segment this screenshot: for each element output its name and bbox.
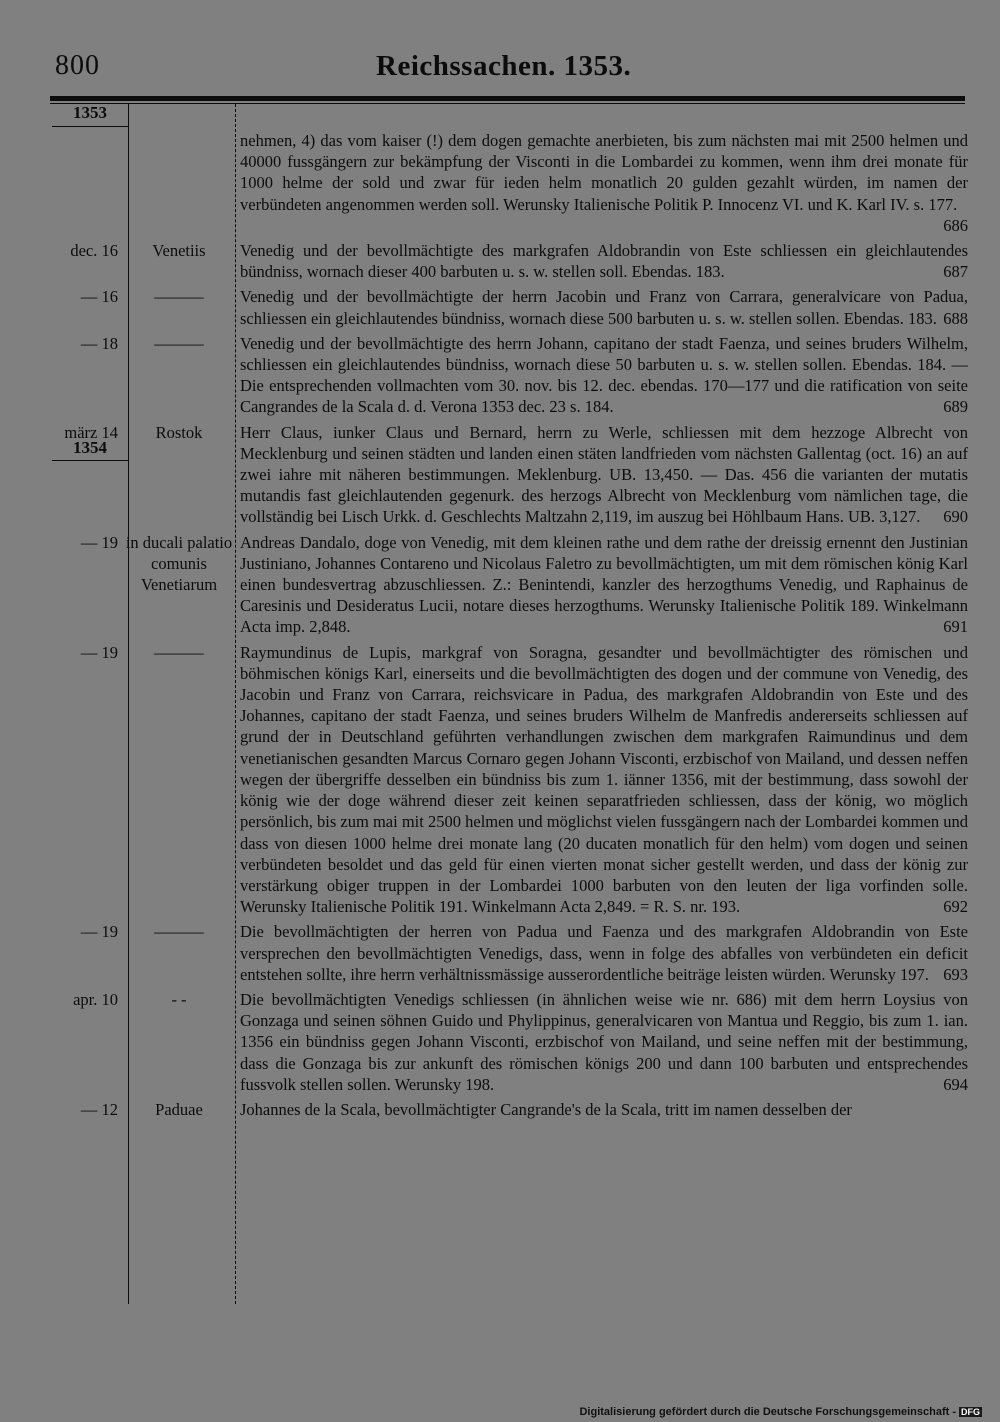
entry-number: 690 <box>943 507 968 527</box>
entry-number: 687 <box>943 262 968 282</box>
entry-text: nehmen, 4) das vom kaiser (!) dem dogen gemachte anerbieten, bis zum nächsten mai mit 2500 helmen und 40000 fussgängern zur bekämpfung der Visconti in die Lombardei zu kommen, wenn ihm drei monate für 1000 helme der sold und zwar für ieden helm monatlich 20 gulden gezahlt würden, im namen der verbündeten angenommen werden soll. Werunsky Italienische Politik P. Innocenz VI. und K. Karl IV. s. 177. <box>240 131 968 214</box>
entry-place: Rostok <box>155 422 203 442</box>
entry-date: — 12 <box>80 1099 118 1119</box>
entry-date: — 19 <box>80 922 118 942</box>
register-entry <box>40 240 970 282</box>
entry-place: ——— <box>154 287 204 307</box>
header-rule-thin <box>50 103 965 104</box>
entry-text: Johannes de la Scala, bevollmächtigter Cangrande's de la Scala, tritt im namen desselben der <box>240 1099 852 1119</box>
year-underline <box>52 126 128 127</box>
entry-body <box>240 989 968 1095</box>
entry-place: Paduae <box>155 1099 203 1119</box>
entry-body <box>240 286 968 328</box>
entry-body <box>240 333 968 418</box>
entry-body <box>240 1099 968 1120</box>
register-entry <box>40 532 970 638</box>
entry-text: Venedig und der bevollmächtigte des herrn Johann, capitano der stadt Faenza, und seines bruders Wilhelm, schliessen ein gleichlautendes bündniss, wornach diese 50 barbuten u. s. w. stellen sollen. Ebendas. 184. — Die entsprechenden vollmachten vom 30. nov. bis 12. dec. ebendas. 170—177 und die ratification von seite Cangrandes de la Scala d. d. Verona 1353 dec. 23 s. 184. <box>240 333 968 417</box>
entry-date: — 19 <box>80 642 118 662</box>
entry-body <box>240 422 968 528</box>
entry-place: ——— <box>154 922 204 942</box>
entry-text: Raymundinus de Lupis, markgraf von Soragna, gesandter und bevollmächtigter des römischen und böhmischen königs Karl, einerseits und die bevollmächtigten des dogen und der commune von Venedig, des Jacobin und Franz von Carrara, reichsvicare in Padua, des markgrafen Aldobrandin von Este und des Johannes, capitano der stadt Faenza, und seines bruders Wilhelm de Manfredis andererseits schliessen auf grund der in Deutschland geführten verhandlungen zwischen dem markgrafen Raimundinus und dem venetianischen gesandten Marcus Cornaro gegen Johann Visconti, erzbischof von Mailand, und dessen neffen wegen der übergriffe desselben ein bündniss bis zum 1. iänner 1356, mit der bestimmung, dass sowohl der könig wie der doge während dieser zeit keinen separatfrieden schliessen, dass der könig, wo möglich persönlich, bis zum mai mit 2500 helmen und möglichst vielen fussgängern nach der Lombardei kommen und dass von diesen 1000 helme drei monate lang (20 ducaten monatlich für den helm) vom dogen und seinen verbündeten besoldet und das geld für einen vierten monat sicher gestellt werden, und dass der könig zur verstärkung obiger truppen in der Lombardei 1000 barbuten von den leuten der liga vorfinden solle. Werunsky Italienische Politik 191. Winkelmann Acta 2,849. = R. S. nr. 193. <box>240 642 968 917</box>
entry-text: Venedig und der bevollmächtigte der herrn Jacobin und Franz von Carrara, generalvicare von Padua, schliessen ein gleichlautendes bündniss, wornach diese 500 barbuten u. s. w. stellen sollen. Ebendas. 183. <box>240 287 968 328</box>
entry-body <box>240 921 968 985</box>
register-entry <box>40 422 970 528</box>
entry-text: Herr Claus, iunker Claus und Bernard, herrn zu Werle, schliessen mit dem hezzoge Albrecht von Mecklenburg und seinen städten und landen einen stäten landfrieden vom nächsten Gallentag (oct. 16) an auf zwei iahre mit näheren bestimmungen. Meklenburg. UB. 13,450. — Das. 456 die varianten der mutatis mutandis fast gleichlautenden gegenurk. des herzogs Albrecht von Mecklenburg vom nämlichen tage, die vollständig bei Lisch Urkk. d. Geschlechts Maltzahn 2,119, im auszug bei Höhlbaum Hans. UB. 3,127. <box>240 422 968 527</box>
page-title: Reichssachen. 1353. <box>376 50 632 82</box>
entry-body <box>240 240 968 282</box>
entry-text: Die bevollmächtigten Venedigs schliessen (in ähnlichen weise wie nr. 686) mit dem herrn Loysius von Gonzaga und seinen söhnen Guido und Phylippinus, generalvicaren von Mantua und Reggio, bis zum 1. ian. 1356 ein bündniss gegen Johann Visconti, erzbischof von Mailand, und seine neffen mit der bestimmung, dass die Gonzaga bis zur ankunft des römischen königs 200 und dann 100 barbuten und entsprechendes fussvolk stellen sollen. Werunsky 198. <box>240 989 968 1094</box>
register-entry <box>40 989 970 1095</box>
entry-body <box>240 642 968 918</box>
register-entry <box>40 286 970 328</box>
entry-number: 692 <box>943 897 968 917</box>
dfg-logo: DFG <box>961 1407 980 1417</box>
entry-date: dec. 16 <box>70 241 118 261</box>
footer-text: Digitalisierung gefördert durch die Deutsche Forschungsgemeinschaft - <box>579 1406 956 1418</box>
entry-date: — 16 <box>80 287 118 307</box>
entry-number: 694 <box>943 1074 968 1094</box>
entry-place: ——— <box>154 333 204 353</box>
entry-text: Venedig und der bevollmächtigte des markgrafen Aldobrandin von Este schliessen ein gleichlautendes bündniss, wornach dieser 400 barbuten u. s. w. stellen soll. Ebendas. 183. <box>240 241 968 282</box>
register-entry <box>40 333 970 418</box>
entry-date: — 18 <box>80 333 118 353</box>
entry-body <box>240 532 968 638</box>
entry-number: 686 <box>943 215 968 235</box>
entry-text: Die bevollmächtigten der herren von Padua und Faenza und des markgrafen Aldobrandin von Este versprechen den bevollmächtigten Venedigs, dass, wenn in folge des abfalles von verbündeten ein deficit entstehen sollte, ihre herrn verhältnissmässige ausserordentliche beiträge leisten würden. Werunsky 197. <box>240 922 968 984</box>
register-entries <box>40 130 970 1120</box>
entry-text: Andreas Dandalo, doge von Venedig, mit dem kleinen rathe und dem rathe der dreissig ernennt den Justinian Justiniano, Johannes Contareno und Nicolaus Faletro zu bevollmächtigten, um mit dem römischen könig Karl einen bundesvertrag abzuschliessen. Z.: Benintendi, kanzler des herzogthums Venedig, und Raphainus de Caresinis und Desideratus Lucii, notare dieses herzogthums. Werunsky Italienische Politik 189. Winkelmann Acta imp. 2,848. <box>240 532 968 637</box>
year-label-1354: 1354 <box>73 438 107 457</box>
entry-number: 693 <box>943 964 968 984</box>
entry-number: 688 <box>943 308 968 328</box>
entry-number: 689 <box>943 397 968 417</box>
entry-date: — 19 <box>80 532 118 552</box>
entry-place: Venetiis <box>152 241 206 261</box>
register-entry <box>40 642 970 918</box>
entry-number: 691 <box>943 617 968 637</box>
register-entry <box>40 1099 970 1120</box>
entry-date: märz 14 <box>64 422 118 442</box>
year-label-1353: 1353 <box>73 103 107 122</box>
digitization-footer <box>579 1406 982 1418</box>
register-entry <box>40 130 970 236</box>
entry-place: in ducali palatio comunis Venetiarum <box>125 532 233 595</box>
entry-place: - - <box>171 989 187 1009</box>
entry-place: ——— <box>154 642 204 662</box>
entry-date: apr. 10 <box>73 989 118 1009</box>
entry-body <box>240 130 968 236</box>
register-entry <box>40 921 970 985</box>
header-rule <box>50 96 965 101</box>
page-number: 800 <box>55 50 100 81</box>
